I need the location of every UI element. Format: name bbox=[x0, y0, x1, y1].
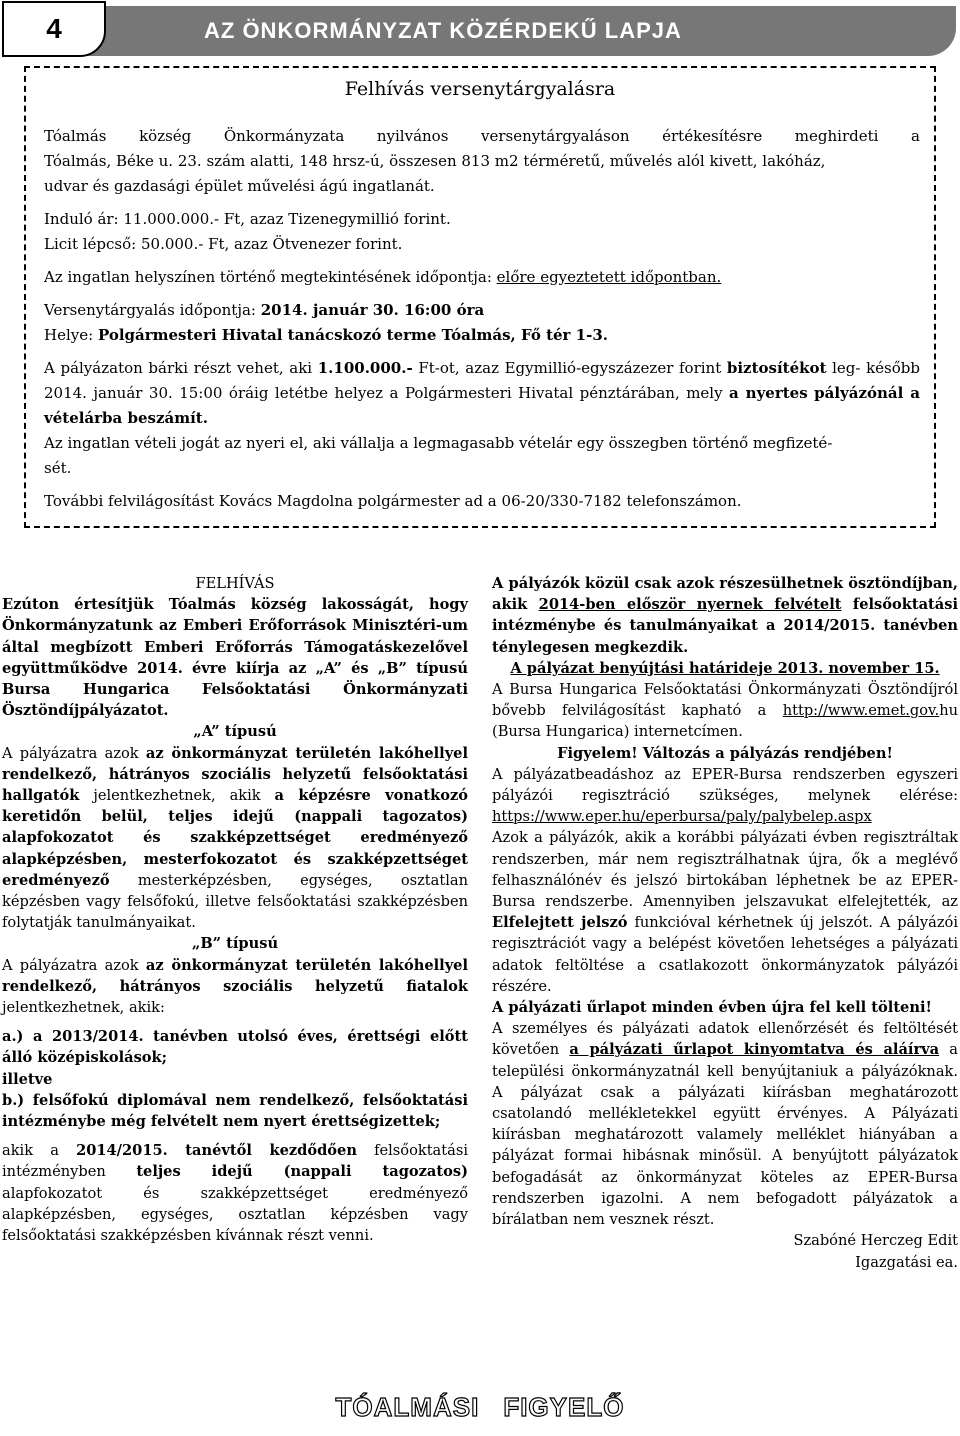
bursa-right-column bbox=[492, 573, 958, 1273]
auction-rights: Az ingatlan vételi jogát az nyeri el, aki vállalja a legmagasabb vételár egy összegben történő megfizeté- sét. bbox=[44, 434, 833, 477]
type-b-option-a: a.) a 2013/2014. tanévben utolsó éves, érettségi előtt álló középiskolások; bbox=[2, 1028, 468, 1067]
auction-notice-box bbox=[24, 66, 936, 528]
page-number bbox=[2, 1, 106, 57]
auction-place: Helye: Polgármesteri Hivatal tanácskozó terme Tóalmás, Fő tér 1-3. bbox=[44, 326, 608, 344]
type-b-heading: „B” típusú bbox=[191, 935, 279, 953]
auction-price: Induló ár: 11.000.000.- Ft, azaz Tizenegymillió forint. bbox=[44, 210, 451, 228]
signature-title: Igazgatási ea. bbox=[855, 1253, 958, 1271]
type-b-option-b: b.) felsőfokú diplomával nem rendelkező, felsőoktatási intézménybe még felvételt nem nyert érettségizettek; bbox=[2, 1091, 468, 1131]
registration: A pályázatbeadáshoz az EPER-Bursa rendszerben egyszeri pályázói regisztráció szükséges, melynek elérése: https://www.eper.hu/eperbursa/paly/palybelep.aspx bbox=[492, 765, 958, 826]
type-a-text: A pályázatra azok az önkormányzat területén lakóhellyel rendelkező, hátrányos szociális helyzetű felsőoktatási hallgatók jelentkezhetnek, akik a képzésre vonatkozó keretidőn belül, teljes idejű (nappali tagozatos) alapfokozatot és szakképzettséget eredményező alapképzésben, mesterfokozatot és szakképzettséget eredményező mesterképzésben, egységes, osztatlan képzésben vagy felsőfokú, illetve felsőoktatási szakképzésben folytatják tanulmányaikat. bbox=[2, 744, 469, 932]
eligibility: A pályázók közül csak azok részesülhetnek ösztöndíjban, akik 2014-ben először nyernek felvételt felsőoktatási intézménybe és tanulmányaikat a 2014/2015. tanévben ténylegesen megkezdik. bbox=[492, 575, 958, 656]
type-b-conditions: akik a 2014/2015. tanévtől kezdődően felsőoktatási intézményben teljes idejű (nappali tagozatos) alapfokozatot és szakképzettséget eredményező alapképzésben, egységes, osztatlan képzésben vagy felsőoktatási szakképzésben kívánnak részt venni. bbox=[2, 1142, 468, 1245]
auction-title: Felhívás versenytárgyalásra bbox=[344, 78, 616, 100]
type-b-text: A pályázatra azok az önkormányzat területén lakóhellyel rendelkező, hátrányos szociális helyzetű fiatalok jelentkezhetnek, akik: bbox=[2, 956, 469, 1017]
footer-word-2: FIGYELŐ bbox=[503, 1392, 625, 1422]
more-info: A Bursa Hungarica Felsőoktatási Önkormányzati Ösztöndíjról bővebb felvilágosítást kapható a http://www.emet.gov.hu (Bursa Hungarica) internetcímen. bbox=[492, 681, 958, 741]
emet-link[interactable]: http://www.emet.gov. bbox=[782, 702, 940, 720]
deadline: A pályázat benyújtási határideje 2013. november 15. bbox=[510, 659, 940, 677]
auction-viewing: Az ingatlan helyszínen történő megtekintésének időpontja: előre egyeztetett időpontban. bbox=[44, 268, 722, 286]
auction-intro-line-2: Tóalmás, Béke u. 23. szám alatti, 148 hrsz-ú, összesen 813 m2 térméretű, művelés alól kivett, lakóház, bbox=[44, 152, 826, 170]
signature-name: Szabóné Herczeg Edit bbox=[793, 1232, 958, 1250]
type-b-or: illetve bbox=[2, 1070, 53, 1088]
bursa-heading: FELHÍVÁS bbox=[195, 575, 275, 592]
auction-contact: További felvilágosítást Kovács Magdolna polgármester ad a 06-20/330-7182 telefonszámon. bbox=[44, 492, 742, 510]
auction-deposit: A pályázaton bárki részt vehet, aki 1.100.000.- Ft-ot, azaz Egymillió-egyszázezer forint biztosítékot leg- később 2014. január 30. 15:00 óráig letétbe helyez a Polgármesteri Hivatal pénztárában, mely a nyertes pályázónál a vételárba beszámít. bbox=[44, 359, 920, 427]
publication-title: AZ ÖNKORMÁNYZAT KÖZÉRDEKŰ LAPJA bbox=[204, 18, 682, 43]
footer-word-1: TÓALMÁSI bbox=[335, 1392, 480, 1422]
type-a-heading: „A” típusú bbox=[193, 723, 277, 741]
header-bar bbox=[60, 6, 956, 56]
bursa-left-column bbox=[2, 573, 468, 1246]
footer-masthead bbox=[0, 1392, 960, 1423]
bursa-intro: Ezúton értesítjük Tóalmás község lakosságát, hogy Önkormányzatunk az Emberi Erőforrások Minisztéri-um által megbízott Emberi Erőforrás Támogatáskezelővel együttműködve 2014. évre kiírja az „A” és „B” típusú Bursa Hungarica Felsőoktatási Önkormányzati Ösztöndíjpályázatot. bbox=[2, 596, 468, 720]
auction-step: Licit lépcső: 50.000.- Ft, azaz Ötvenezer forint. bbox=[44, 235, 403, 253]
submission: A személyes és pályázati adatok ellenőrzését és feltöltését követően a pályázati űrlapot kinyomtatva és aláírva a települési önkormányzatnál kell benyújtaniuk a pályázóknak. A pályázat csak a pályázati kiírásban meghatározott csatolandó mellékletekkel együtt érvényes. A Pályázati kiírásban meghatározott valamely melléklet hiányában a pályázat formai hibásnak minősül. A benyújtott pályázatok befogadását az önkormányzat köteles az EPER-Bursa rendszerben igazolni. A nem befogadott pályázatok a bírálatban nem vesznek részt. bbox=[492, 1020, 958, 1229]
auction-intro-line-1: Tóalmás község Önkormányzata nyilvános versenytárgyaláson értékesítésre meghirdeti a bbox=[44, 127, 920, 145]
page-number-text: 4 bbox=[46, 13, 62, 44]
attention: Figyelem! Változás a pályázás rendjében! bbox=[557, 744, 893, 762]
returning-applicants: Azok a pályázók, akik a korábbi pályázati évben regisztráltak rendszerben, már nem regisztrálhatnak újra, ők a meglévő felhasználónév és jelszó birtokában léphetnek be az EPER-Bursa rendszerbe. Amennyiben jelszavukat elfelejtették, az Elfelejtett jelszó funkcióval kérhetnek új jelszót. A pályázói regisztrációt vagy a belépést követően lehetséges a pályázati adatok feltöltése a csatlakozott önkormányzatok pályázói részére. bbox=[492, 829, 958, 995]
auction-date: Versenytárgyalás időpontja: 2014. január 30. 16:00 óra bbox=[44, 301, 485, 319]
yearly-upload: A pályázati űrlapot minden évben újra fel kell tölteni! bbox=[492, 999, 932, 1017]
eper-link[interactable]: https://www.eper.hu/eperbursa/paly/palybelep.aspx bbox=[492, 808, 872, 826]
auction-body bbox=[44, 124, 920, 514]
auction-intro-line-3: udvar és gazdasági épület művelési ágú ingatlanát. bbox=[44, 177, 435, 195]
